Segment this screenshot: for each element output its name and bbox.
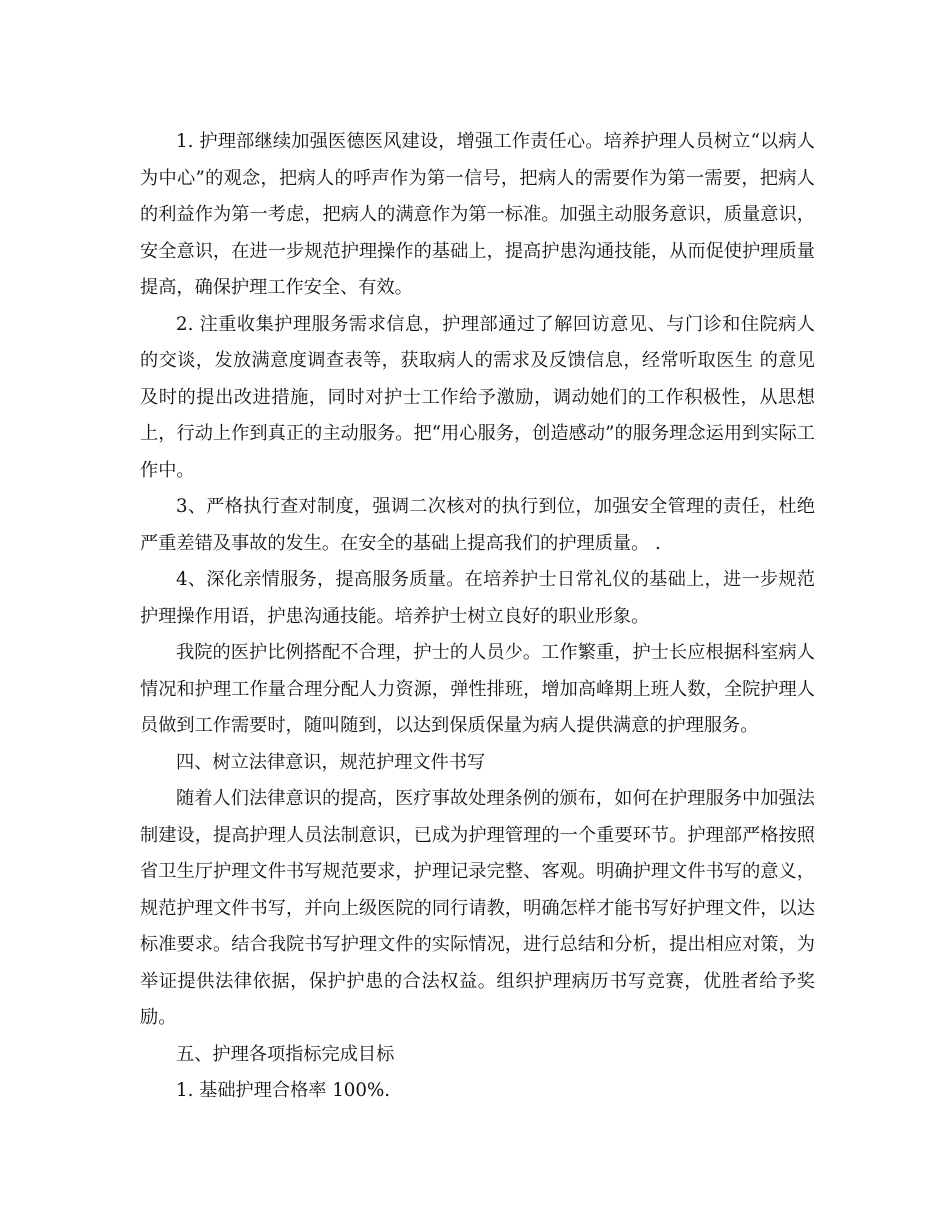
section-heading-5: 五、护理各项指标完成目标 bbox=[176, 1043, 395, 1065]
paragraph-3: 3、严格执行查对制度，强调二次核对的执行到位，加强安全管理的责任，杜绝严重差错及事故的发生。在安全的基础上提高我们的护理质量。 . bbox=[140, 496, 815, 554]
section-heading-4: 四、树立法律意识，规范护理文件书写 bbox=[176, 751, 486, 773]
document-body bbox=[140, 124, 815, 1110]
paragraph-4: 4、深化亲情服务，提高服务质量。在培养护士日常礼仪的基础上，进一步规范护理操作用语，护患沟通技能。培养护士树立良好的职业形象。 bbox=[140, 569, 815, 627]
paragraph-6: 随着人们法律意识的提高，医疗事故处理条例的颁布，如何在护理服务中加强法制建设，提高护理人员法制意识，已成为护理管理的一个重要环节。护理部严格按照省卫生厅护理文件书写规范要求，护理记录完整、客观。明确护理文件书写的意义，规范护理文件书写，并向上级医院的同行请教，明确怎样才能书写好护理文件，以达标准要求。结合我院书写护理文件的实际情况，进行总结和分析，提出相应对策，为举证提供法律依据，保护护患的合法权益。组织护理病历书写竞赛，优胜者给予奖励。 bbox=[140, 788, 815, 1028]
paragraph-5: 我院的医护比例搭配不合理，护士的人员少。工作繁重，护士长应根据科室病人情况和护理工作量合理分配人力资源，弹性排班，增加高峰期上班人数，全院护理人员做到工作需要时，随叫随到，以达到保质保量为病人提供满意的护理服务。 bbox=[140, 642, 815, 736]
paragraph-7: 1. 基础护理合格率 100%. bbox=[176, 1080, 391, 1101]
paragraph-2: 2. 注重收集护理服务需求信息，护理部通过了解回访意见、与门诊和住院病人的交谈，发放满意度调查表等，获取病人的需求及反馈信息，经常听取医生 的意见及时的提出改进措施，同时对护士工作给予激励，调动她们的工作积极性，从思想上，行动上作到真正的主动服务。把“用心服务，创造感动”的服务理念运用到实际工作中。 bbox=[140, 313, 815, 481]
paragraph-1: 1. 护理部继续加强医德医风建设，增强工作责任心。培养护理人员树立“以病人为中心”的观念，把病人的呼声作为第一信号，把病人的需要作为第一需要，把病人的利益作为第一考虑，把病人的满意作为第一标准。加强主动服务意识，质量意识，安全意识，在进一步规范护理操作的基础上，提高护患沟通技能，从而促使护理质量提高，确保护理工作安全、有效。 bbox=[140, 131, 815, 298]
